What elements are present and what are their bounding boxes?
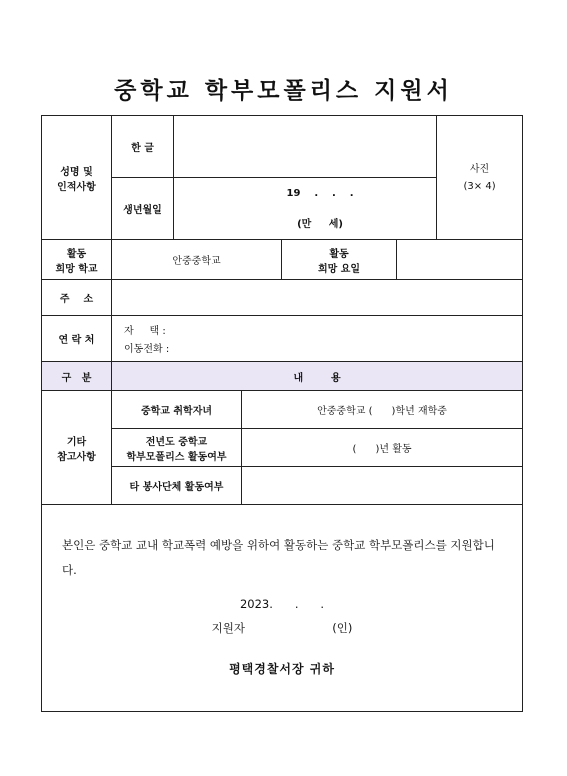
application-form (41, 115, 523, 712)
content-header: 내 용 (112, 362, 523, 391)
photo-box (437, 116, 523, 240)
category-header: 구 분 (42, 362, 112, 391)
declaration-box (42, 505, 523, 712)
seal-mark: (인) (332, 621, 353, 635)
identity-header: 성명 및 인적사항 (42, 116, 112, 240)
address-label: 주 소 (42, 280, 112, 316)
birth-label: 생년월일 (112, 178, 174, 240)
activity-school-value: 안중중학교 (112, 240, 282, 280)
age-value: (만 세) (297, 218, 343, 230)
declaration-text: 본인은 중학교 교내 학교폭력 예방을 위하여 활동하는 중학교 학부모폴리스를 지원합니다. (62, 538, 495, 577)
birth-field[interactable] (174, 178, 437, 240)
contact-label: 연 락 처 (42, 316, 112, 362)
declaration-date: 2023. . . (239, 597, 325, 611)
activity-day-label: 활동 희망 요일 (282, 240, 397, 280)
addressee: 평택경찰서장 귀하 (229, 662, 335, 676)
other-row-value[interactable]: ( )년 활동 (242, 429, 523, 467)
applicant-line (42, 620, 522, 636)
birth-value: 19 . . . (286, 187, 354, 199)
photo-label: 사진 (469, 164, 490, 175)
applicant-label: 지원자 (211, 621, 245, 635)
other-row-label: 전년도 중학교 학부모폴리스 활동여부 (112, 429, 242, 467)
other-label: 기타 참고사항 (42, 391, 112, 505)
form-title: 중학교 학부모폴리스 지원서 (114, 78, 453, 104)
name-label: 한 글 (112, 116, 174, 178)
other-row-label: 타 봉사단체 활동여부 (112, 467, 242, 505)
contact-field[interactable] (112, 316, 523, 362)
mobile-phone-label: 이동전화 : (124, 344, 170, 355)
other-row-value[interactable]: 안중중학교 ( )학년 재학중 (242, 391, 523, 429)
address-field[interactable] (112, 280, 523, 316)
home-phone-label: 자 택 : (124, 326, 166, 337)
activity-day-field[interactable] (397, 240, 523, 280)
other-row-label: 중학교 취학자녀 (112, 391, 242, 429)
activity-school-label: 활동 희망 학교 (42, 240, 112, 280)
other-row-value[interactable] (242, 467, 523, 505)
photo-size: (3× 4) (463, 181, 496, 192)
name-field[interactable] (174, 116, 437, 178)
